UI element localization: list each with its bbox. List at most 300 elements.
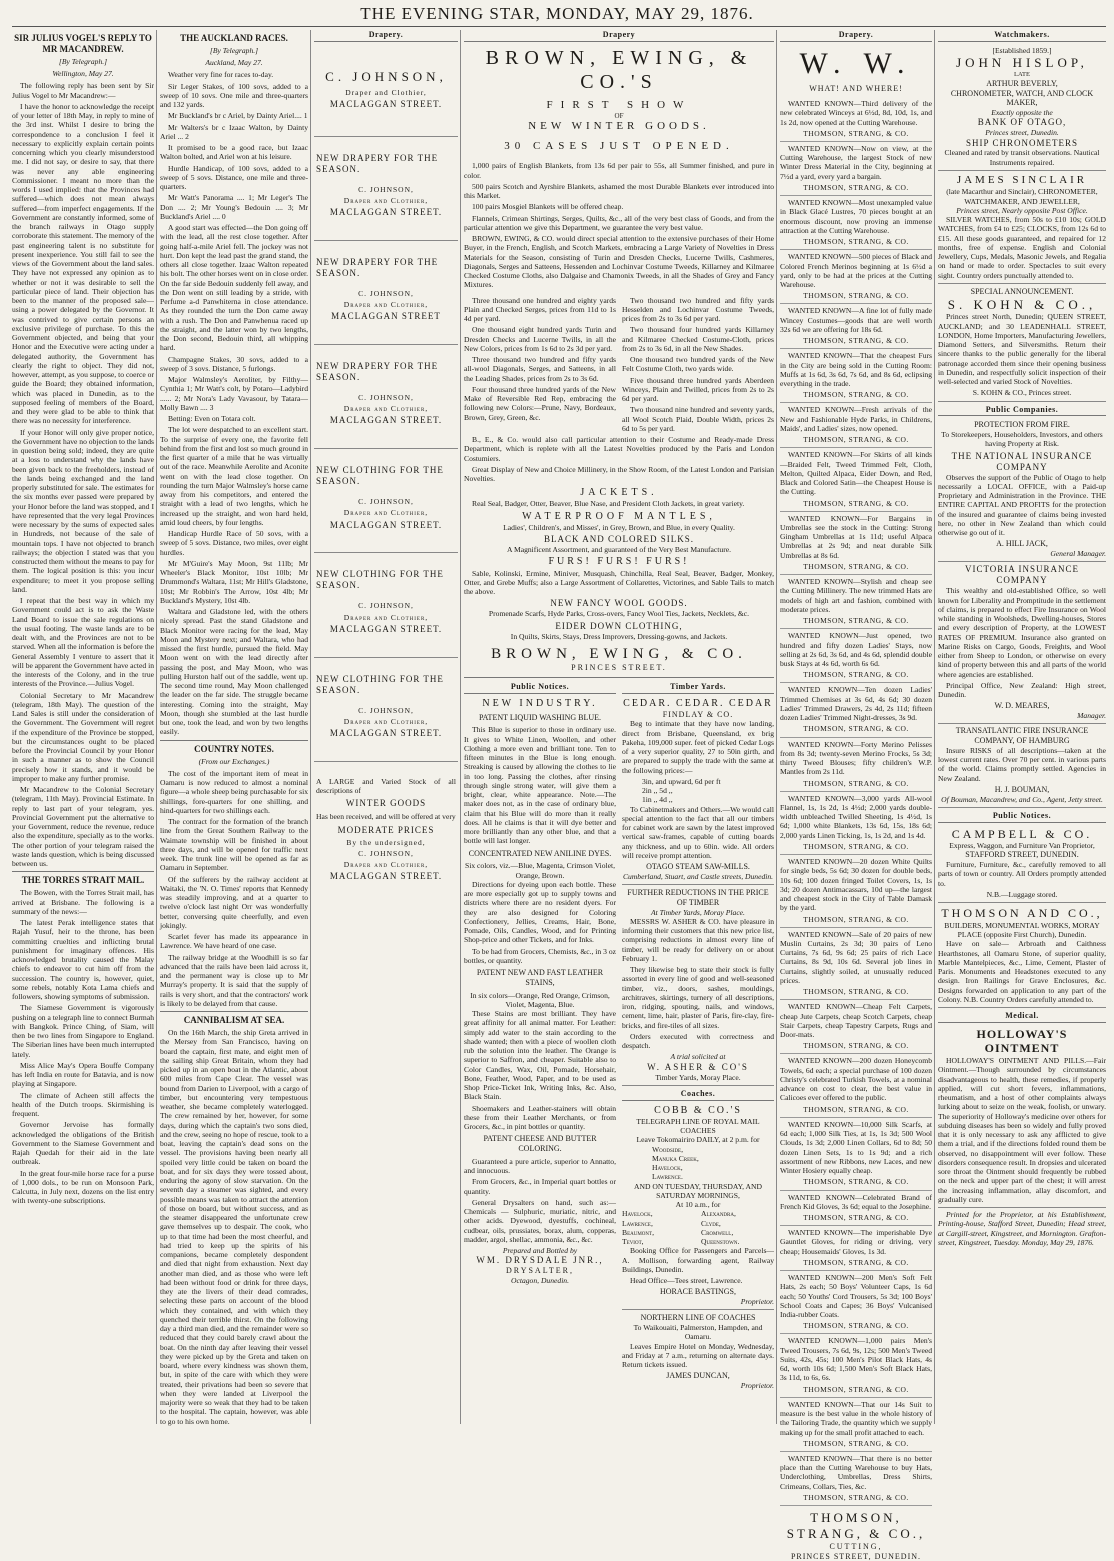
cedar-price: 2in ,, 5d ,, xyxy=(642,786,673,796)
ad-headline: NEW DRAPERY FOR THE SEASON. xyxy=(316,152,439,174)
wanted-known-text: WANTED KNOWN—That there is no better place than the Cutting Warehouse to buy Hats, Underclothing, Umbrellas, Dress Shirts, Crimeans, Collars, Ties, &c. xyxy=(780,1453,932,1491)
ad-intro: A LARGE and Varied Stock of all descriptions of xyxy=(316,776,456,796)
wanted-known-signature: THOMSON, STRANG, & CO. xyxy=(803,1321,909,1331)
wanted-known-text: WANTED KNOWN—Fresh arrivals of the New and Fashionable Hyde Parks, in Childrens, Maids', and Ladies' sizes, now opened. xyxy=(780,405,932,433)
column-3 xyxy=(314,30,458,1424)
ad-address: MACLAGGAN STREET. xyxy=(329,415,443,426)
sinclair-name: JAMES SINCLAIR xyxy=(956,173,1088,186)
wanted-known-text: WANTED KNOWN—That the cheapest Furs in the City are being sold in the Cutting Room: Muffs at 1s 6d, 3s 6d, 7s 6d, and 8s 6d, eclipsing everything in the trade. xyxy=(780,351,932,389)
wanted-known-item xyxy=(780,1191,932,1227)
special-announcement: SPECIAL ANNOUNCEMENT. xyxy=(970,286,1074,296)
wanted-known-text: WANTED KNOWN—That our 14s Suit to measure is the best value in the whole history of the Tailoring Trade, the quantity which we supply making up for the small profit attached to each. xyxy=(780,1399,932,1437)
ad-headline: NEW CLOTHING FOR THE SEASON. xyxy=(316,673,444,695)
hill-title: General Manager. xyxy=(938,549,1106,562)
northern-heading: NORTHERN LINE OF COACHES xyxy=(640,1313,756,1323)
sinclair-address: Princes street, Nearly opposite Post Office. xyxy=(956,205,1088,215)
ad-trade: Draper and Clothier, xyxy=(343,299,429,309)
ad-paragraph: Head Office—Tees street, Lawrence. xyxy=(630,1276,743,1286)
wanted-known-item xyxy=(780,403,932,448)
ad-paragraph: Guaranteed a pure article, superior to Annatto, and innocuous. xyxy=(464,1156,616,1176)
stain-heading: PATENT NEW AND FAST LEATHER STAINS, xyxy=(476,968,604,987)
ww-logo: W. W. xyxy=(799,46,913,80)
ad-paragraph: Orders executed with correctness and despatch. xyxy=(622,1031,774,1051)
dyes-sub: Six colors, viz.—Blue, Magenta, Crimson Violet, Orange, Brown. xyxy=(465,861,615,880)
wanted-known-item xyxy=(780,250,932,304)
ad-paragraph: To be had from Grocers, Chemists, &c., in 3 oz bottles, or quantity. xyxy=(464,946,616,965)
article-paragraph: The cost of the important item of meat in Oamaru is now reduced to almost a nominal figure—a whole sheep being purchasable for six shillings, fore-quarters for one shilling, and hind-quarters for two shillings each. xyxy=(160,768,308,815)
exactly-label: Exactly opposite the xyxy=(991,108,1053,118)
section-heading: Public Companies. xyxy=(938,405,1106,417)
holloway-heading: HOLLOWAY'S OINTMENT xyxy=(976,1026,1068,1056)
johnson-ad xyxy=(314,46,458,137)
article-paragraph: In the great four-mile horse race for a purse of 1,000 dols., to be run on Monsoon Park, Calcutta, in July next, dozens on the list entry with twenty-one subscriptions. xyxy=(12,1168,154,1206)
meares-name: W. D. MEARES, xyxy=(994,701,1050,711)
bastings-name: HORACE BASTINGS, xyxy=(659,1287,736,1297)
octagon-label: Octagon, Dunedin. xyxy=(511,1276,569,1286)
list-item: Three thousand one hundred and eighty yards Plain and Checked Serges, prices from 11d to 1s 4d per yard. xyxy=(464,295,616,324)
kohn-footer: S. KOHN & CO., Princes street. xyxy=(938,388,1106,401)
list-item: One thousand eight hundred yards Turin and Dresden Checks and Lucerne Twills, in all the New Colors, prices from 1s 6d to 2s 3d per yard. xyxy=(464,325,616,353)
town-item: Manuka Creek, xyxy=(652,1153,699,1163)
dyes-heading: CONCENTRATED NEW ANILINE DYES. xyxy=(468,848,612,858)
wanted-known-signature: THOMSON, STRANG, & CO. xyxy=(803,1213,909,1223)
industry-heading: NEW INDUSTRY. xyxy=(482,697,598,709)
town-item: Clyde, xyxy=(701,1218,721,1228)
masthead-rule xyxy=(12,26,1106,27)
sinclair-sub: (late Macarthur and Sinclair), CHRONOMETER, WATCHMAKER, AND JEWELLER, xyxy=(946,187,1098,206)
ad-paragraph: SILVER WATCHES, from 50s to £10 10s; GOLD WATCHES, from £4 to £25; CLOCKS, from 12s 6d to £15. All these goods guaranteed, and repaired for 12 months, free of expense. English and Colonial Jewellery, Cups, Medals, Masonic Jewels, and Regalia on hand or made to order. Spectacles to suit every sight. Country orders punctually attended to. xyxy=(938,215,1106,284)
ad-paragraph: Observes the support of the Public of Otago to help necessarily a LOCAL OFFICE, with a Paid-up Proprietary and Administration in the Province. THE ENTIRE CAPITAL AND PROFITS for the protection of the insured and guarantee of claims being invested here, no other in New Zealand than which could otherwise go out of it. xyxy=(938,472,1106,538)
campbell-sub: Express, Waggon, and Furniture Van Proprietor, xyxy=(949,841,1095,851)
town-list xyxy=(622,1209,774,1246)
cumberland-address: Cumberland, Stuart, and Castle streets, Dunedin. xyxy=(622,872,774,885)
chrono-label: CHRONOMETER, WATCH, AND CLOCK MAKER, xyxy=(950,88,1094,108)
transatlantic-heading: TRANSATLANTIC FIRE INSURANCE COMPANY, OF HAMBURG xyxy=(955,726,1089,746)
article-paragraph: Champagne Stakes, 30 sovs, added to a sweep of 3 sovs. Distance, 5 furlongs. xyxy=(160,354,308,373)
brown-ewing-footer: BROWN, EWING, & CO. xyxy=(491,645,747,662)
section-heading: Public Notices. xyxy=(464,682,616,694)
wanted-known-signature: THOMSON, STRANG, & CO. xyxy=(803,237,909,247)
ad-name: C. JOHNSON, xyxy=(358,848,414,858)
wanted-known-text: WANTED KNOWN—A fine lot of fully made Wincey Costumes—goods that are well worth 32s 6d we are offering for 18s 6d. xyxy=(780,306,932,334)
section-heading: Drapery xyxy=(464,30,774,42)
town-item: Woodside, xyxy=(652,1144,684,1154)
ad-paragraph: Shoemakers and Leather-stainers will obtain these from their Leather Merchants, or from Grocers, &c., in pint bottles or quantity. xyxy=(464,1103,616,1132)
winter-goods-ad xyxy=(314,762,458,890)
article-paragraph: Mr Watt's Panorama .... 1; Mr Leger's The Don .... 2; Mr Young's Bedouin .... 3; Mr Buckland's Ariel .... 0 xyxy=(160,193,308,221)
town-item: Teviot, xyxy=(622,1237,644,1247)
first-show: FIRST SHOW xyxy=(546,98,692,111)
vogel-dateline: Wellington, May 27. xyxy=(52,69,114,79)
races-byline: [By Telegraph.] xyxy=(209,45,259,55)
town-item: Havelock, xyxy=(622,1209,653,1219)
johnson-ad xyxy=(314,241,458,345)
list-item: Two thousand two hundred and fifty yards Hesselden and Lochinvar Costume Tweeds, prices from 2s to 3s 6d per yard. xyxy=(622,295,774,324)
ad-paragraph: General Drysalters on hand, such as:—Chemicals — Sulphuric, muriatic, nitric, and other acids. Dyewood, dyestuffs, cochineal, cudbear, oils, prussiates, borax, alum, copperas, madder, argol, shellac, ammonia, &c., &c. xyxy=(464,1197,616,1244)
stain-sub: In six colors—Orange, Red Orange, Crimson, Violet, Magenta, Blue. xyxy=(470,990,610,1009)
eider-heading: EIDER DOWN CLOTHING, xyxy=(555,620,683,631)
wanted-known-text: WANTED KNOWN—20 dozen White Quilts for single beds, 5s 6d; 30 dozen for double beds, 10s 6d; 100 dozen fringed Toilet Covers, 1s, 1s 3d; 20 dozen Antimacassars, 10d up—the largest and cheapest stock in the City of Table Damask by the yard. xyxy=(780,857,932,913)
article-paragraph: Sir Leger Stakes, of 100 sovs, added to a sweep of 10 sovs. One mile and three-quarters and 132 yards. xyxy=(160,81,308,110)
johnson-ad xyxy=(314,449,458,553)
ad-headline: NEW CLOTHING FOR THE SEASON. xyxy=(316,569,444,591)
wanted-known-signature: THOMSON, STRANG, & CO. xyxy=(803,291,909,301)
article-paragraph: Handicap Hurdle Race of 50 sovs, with a sweep of 5 sovs. Distance, two miles, over eight hurdles. xyxy=(160,529,308,557)
column-4 xyxy=(464,30,774,1424)
ad-by: By the undersigned, xyxy=(346,837,426,847)
ad-paragraph: B., E., & Co. would also call particular attention to their Costume and Ready-made Dress Department, which is replete with all the Latest Novelties produced by the Paris and London Costumiers. xyxy=(464,435,774,463)
ship-body: Cleaned and rated by transit observations. Nautical Instruments repaired. xyxy=(938,148,1106,171)
ad-trade: Draper and Clothier, xyxy=(343,404,429,414)
list-item: Two thousand nine hundred and seventy yards, all Wool Scotch Plaid, Double Width, prices 2s 6d to 5s per yard. xyxy=(622,405,774,433)
wanted-known-signature: THOMSON, STRANG, & CO. xyxy=(803,670,909,680)
article-paragraph: Betting: Even on Totara colt. xyxy=(168,414,256,424)
wanted-known-item xyxy=(780,629,932,683)
article-paragraph: Scarlet fever has made its appearance in Lawrence. We have heard of one case. xyxy=(160,932,308,951)
timber-coaches-column xyxy=(622,682,774,1391)
wanted-known-item xyxy=(780,1118,932,1191)
wanted-known-signature: THOMSON, STRANG, & CO. xyxy=(803,336,909,346)
wanted-known-signature: THOMSON, STRANG, & CO. xyxy=(803,390,909,400)
wanted-known-item xyxy=(780,855,932,928)
wanted-known-item xyxy=(780,304,932,349)
town-item: Lawrence. xyxy=(652,1172,683,1182)
tokomairiro-line: Leave Tokomairiro DAILY, at 2 p.m. for xyxy=(636,1135,760,1145)
country-notes-headline: COUNTRY NOTES. xyxy=(160,740,308,755)
ad-paragraph: MESSRS W. ASHER & CO. have pleasure in informing their customers that this new price list, comprising reductions in almost every line of timber, will be ready for delivery on or about February 1. xyxy=(622,916,774,963)
public-notices-column xyxy=(464,682,616,1391)
article-paragraph: I have the honor to acknowledge the receipt of your letter of 18th May, in reply to mine of the 3rd inst. Whilst I desire to bring the correspondence to a conclusion I feel it necessary to explicitly explain certain points concerning which you clearly misunderstood me. I did not say, or desire to say, that there was never any able engineering Commissioner. I meant no more than the words I used implied: that the Provinces had suffered—which does not mean always suffered—from imperfect engagements. If the Government are constantly informed, some of the branch railways in Otago supply corroborate this statement. The memory of the past engineering talent is no substitute for present inexperience. You still fail to see the views of the Government about the land sales. They have not expressed any opinion as to whether or not it was desirable to sell the particular piece of land. Their objection has been to the manner of the proposed sale—using a power delegated by the Governor. It was contrived to give certain persons an exclusive privilege of purchase. To this the Government objected, and being that your Honor and the Executive were acting under a delegated authority, the Government has clearly the right to object. They did not, however, attempt, as you suppose, to coerce or guide the Board; they obtained information, which was placed in Dunedin, as to the supposed feeling of members of the Board, and they were glad to be able to think that there was no necessity for interference. xyxy=(12,101,154,426)
findlay-name: FINDLAY & CO. xyxy=(662,709,734,719)
ad-paragraph: Directions for dyeing upon each bottle. These are more especially got up to supply towns and districts where there are no resident dyers. For they are also designed for Coloring Confectionery, Jellies, Creams, Hair, Bone, Pomade, Oils, Candles, Wood, and for Printing Shop-price and other Tickets, and for Inks. xyxy=(464,879,616,945)
ad-paragraph: This wealthy and old-established Office, so well known for Liberality and Promptitude in the settlement of claims, is prepared to effect Fire Insurance on Wool while standing in Woolsheds, Dwelling-houses, Stores and every description of Property, at the LOWEST RATES OF PREMIUM. Insurance also granted on Marine Risks on Cargo, Goods, Freights, and Wool either from Sheep to London, or otherwise on every kind of property between this and all parts of the world where agencies are established. xyxy=(938,586,1106,679)
ad-headline: NEW DRAPERY FOR THE SEASON. xyxy=(316,361,439,383)
section-heading: Timber Yards. xyxy=(622,682,774,694)
wanted-known-item xyxy=(780,1452,932,1506)
article-paragraph: The following reply has been sent by Sir Julius Vogel to Mr Macandrew:— xyxy=(12,81,154,100)
cobb-sub: TELEGRAPH LINE OF ROYAL MAIL COACHES xyxy=(636,1116,760,1136)
list-item: Three thousand two hundred and fifty yards all-wool Diagonals, Serges, and Satteens, in all the Leading Shades, prices from 2s to 3s 6d. xyxy=(464,355,616,383)
ad-paragraph: HOLLOWAY'S OINTMENT AND PILLS.—Fair Ointment.—Though surrounded by circumstances disadvantageous to health, these remedies, if properly applied, will cut short fevers, inflammations, rheumatism, and a host of other complaints always lurking about to seize on the weak, foolish, or unwary. The superiority of Holloway's medicine over others for subduing diseases has been so widely and fully proved that it is only necessary to ask any afflicted to give them a trial, and if the directions folded round them be observed, no disappointment will ever follow. These disorders consequence result. In dropsies and ulcerated sore throat the Ointment should frequently be rubbed on the neck and upper part of the chest; it will arrest the increasing inflammation, allay discomfort, and gradually cure. xyxy=(938,1056,1106,1208)
kohn-name: S. KOHN & CO., xyxy=(947,296,1097,312)
wanted-known-signature: THOMSON, STRANG, & CO. xyxy=(803,1041,909,1051)
ad-name: C. JOHNSON, xyxy=(358,288,414,298)
list-item: Five thousand three hundred yards Aberdeen Winceys, Plain and Twilled, prices from 2s to 2s 6d per yard. xyxy=(622,375,774,404)
wanted-known-signature: THOMSON, STRANG, & CO. xyxy=(803,616,909,626)
ad-paragraph: Great Display of New and Choice Millinery, in the Show Room, of the Latest London and Parisian Novelties. xyxy=(464,464,774,484)
wanted-known-text: WANTED KNOWN—The imperishable Dye Gauntlet Gloves, for riding or driving, very cheap; Housemaids' Gloves, 1s 3d. xyxy=(780,1228,932,1256)
wanted-known-item xyxy=(780,1226,932,1271)
wanted-known-text: WANTED KNOWN—200 Men's Soft Felt Hats, 2s each; 50 Boys' Volunteer Caps, 1s 6d each; 50 Youths' Cord Trousers, 5s 3d; 100 Boys' School Coats and Capes; 36 Boys' Vulcanised India-rubber Coats. xyxy=(780,1273,932,1320)
article-paragraph: The contract for the formation of the branch line from the Great Southern Railway to the Waimate township will be finished in about three days, and will be opened for traffic next week. The trunk line will be opened as far as Oamaru in September. xyxy=(160,817,308,873)
wanted-known-text: WANTED KNOWN—500 pieces of Black and Colored French Merinos beginning at 1s 6½d a yard, only to be had at the prices at the Cutting Warehouse. xyxy=(780,252,932,290)
ad-paragraph: Real Seal, Badger, Otter, Beaver, Blue Nase, and President Cloth Jackets, in great variety. xyxy=(472,499,745,509)
wanted-known-item xyxy=(780,1398,932,1452)
article-paragraph: Weather very fine for races to-day. xyxy=(168,70,274,80)
further-reductions: FURTHER REDUCTIONS IN THE PRICE OF TIMBER xyxy=(627,888,769,907)
list-item: Two thousand four hundred yards Killarney and Kilmaree Checked Costume-Cloth, prices from 2s to 3s 6d, in all the New Shades. xyxy=(622,325,774,353)
column-5 xyxy=(780,30,932,1561)
wanted-known-item xyxy=(780,142,932,196)
wanted-known-item xyxy=(780,1271,932,1334)
ship-heading: SHIP CHRONOMETERS xyxy=(966,137,1078,148)
brown-ewing-headline: BROWN, EWING, & CO.'S xyxy=(485,46,753,94)
victoria-heading: VICTORIA INSURANCE COMPANY xyxy=(964,564,1080,586)
ad-paragraph: Ladies', Children's, and Misses', in Grey, Brown, and Blue, in every Quality. xyxy=(503,522,735,532)
wanted-known-text: WANTED KNOWN—Third delivery of the new celebrated Winceys at 6½d, 8d, 10d, 1s, and 1s 2d, now opened at the Cutting Warehouse. xyxy=(780,99,932,127)
ad-paragraph: Beg to intimate that they have now landing, direct from Brisbane, Queensland, ex brig Pakeha, 109,000 super. feet of picked Cedar Logs of a very superior quality, 27 to 50in girth, and are prepared to supply the trade with the same at the following prices:— xyxy=(622,719,774,775)
article-paragraph: I repeat that the best way in which my Government could act is to ask the Waste Land Board to issue the sale regulations on the usual footing. The waste lands are to be dealt with, and the Provinces are not to be starved. When all the information is before the General Assembly I venture to assert that it will be apparent the Government have acted in the interests of the Colony, and in the true interests of the Province.—Julius Vogel. xyxy=(12,596,154,689)
ad-paragraph: Flannels, Crimean Shirtings, Serges, Quilts, &c., all of the very best class of Goods, and from the particular attention we give this Department, we guarantee the very best value. xyxy=(464,213,774,232)
ad-name: C. JOHNSON, xyxy=(358,393,414,403)
ad-trade: Draper and Clothier, xyxy=(343,859,429,869)
ad-paragraph: BROWN, EWING, & CO. would direct special attention to the extensive purchases of their Home Buyer, in the French, English, and Scotch Markets, embracing a Large Variety of Novelties in Dress Materials for the Season, consisting of Turin and Dresden Checks, Lucerne Twills, Cashmeres, Diagonals, Serges and Satteens, Hessenden and Lochinvar Costume Tweeds, Killarney and Kilmaree Checked Costume Cloths, also Dalgaise and Chamonix Tweeds, in all the Shades of Grey and Fancy Mixtures. xyxy=(464,234,774,290)
wanted-known-signature: THOMSON, STRANG, & CO. xyxy=(803,1384,909,1394)
wanted-known-item xyxy=(780,928,932,1001)
ad-paragraph: 100 pairs Mosgiel Blankets will be offered cheap. xyxy=(472,202,624,212)
ad-address: MACLAGGAN STREET. xyxy=(329,98,443,109)
silks-heading: BLACK AND COLORED SILKS. xyxy=(543,534,694,545)
wanted-known-signature: THOMSON, STRANG, & CO. xyxy=(803,1438,909,1448)
wanted-known-item xyxy=(780,448,932,511)
wanted-known-item xyxy=(780,575,932,629)
article-paragraph: The railway bridge at the Woodhill is so far advanced that the rails have been laid across it, and the permanent way is close up to Mr Murray's property. It is said that the supply of rails is very short, and that the contractors' work is likely to be delayed from that cause. xyxy=(160,952,308,1008)
section-heading: Watchmakers. xyxy=(938,30,1106,42)
vogel-headline: SIR JULIUS VOGEL'S REPLY TO MR MACANDREW. xyxy=(14,33,152,54)
wanted-known-text: WANTED KNOWN—For Bargains in Umbrellas see the stock in the Cutting: Strong Gingham Umbrellas at 1s 11d; useful Alpaca Umbrellas at 2s 9d; and neat durable Silk Umbrellas at 8s 6d. xyxy=(780,513,932,560)
of-label: OF xyxy=(614,111,624,120)
article-paragraph: Mr Macandrew to the Colonial Secretary (telegram, 11th May). Provincial Estimate. In reply to last part of your telegram, yes. Provincial Government put the alternative to your Government, reduce the revenue, reduce also the expenditure, specially as to the works. The other portion of your telegram raised the waste lands question, which is being discussed between us. xyxy=(12,785,154,869)
town-item: Havelock, xyxy=(652,1163,683,1173)
furs-heading: FURS! FURS! FURS! xyxy=(548,556,690,568)
section-heading: Public Notices. xyxy=(938,811,1106,823)
wanted-known-signature: THOMSON, STRANG, & CO. xyxy=(803,841,909,851)
wanted-known-text: WANTED KNOWN—Just opened, two hundred and fifty dozen Ladies' Stays, now selling at 2s 6d, 3s 6d, and 4s 6d, splendid double busk Stays at 4s 6d, worth 6s 6d. xyxy=(780,631,932,668)
town-item: Beaumont, xyxy=(622,1227,654,1237)
ad-body: Has been received, and will be offered at very xyxy=(316,812,456,822)
johnson-ad xyxy=(314,137,458,241)
wanted-known-item xyxy=(780,792,932,855)
ad-paragraph: Leaves Empire Hotel on Monday, Wednesday, and Friday at 7 a.m., returning on alternate days. Return tickets issued. xyxy=(622,1341,774,1370)
prepared-by: Prepared and Bottled by xyxy=(502,1246,578,1256)
ad-name: C. JOHNSON, xyxy=(358,601,414,611)
cedar-price: 1in ,, 4d ,, xyxy=(642,795,673,805)
wanted-known-signature: THOMSON, STRANG, & CO. xyxy=(803,914,909,924)
article-paragraph: The latest Perak intelligence states that Rajah Yusuf, heir to the throne, has been committing cruelties and inflicting brutal punishment for imaginary offences. His acknowledged brutality caused the Malay chiefs to endeavor to cut him off from the succession. The country is, however, quiet, some rebels, notably Kota Lama chiefs and followers, showing symptoms of submission. xyxy=(12,918,154,1002)
column-6 xyxy=(938,30,1106,1424)
late-label: LATE xyxy=(1014,70,1030,78)
johnson-ad xyxy=(314,553,458,657)
ad-address: MACLAGGAN STREET. xyxy=(329,727,443,738)
at10-line: At 10 a.m., for xyxy=(675,1200,721,1210)
column-1 xyxy=(12,30,154,1424)
mantles-heading: WATERPROOF MANTLES, xyxy=(522,510,716,522)
article-paragraph: Governor Jervoise has formally acknowledged the obligations of the British Government to the Siamese Government and Rajah Quedah for their aid in the late outbreak. xyxy=(12,1120,154,1167)
article-paragraph: Colonial Secretary to Mr Macandrew (telegram, 18th May). The question of the Land Sales is still under the consideration of the Government. The Government will regret if the expenditure of the Province be stopped, but the circumstances ought to be placed before the Provincial Council by your Honor in such a manner as to show the Council precisely how it stands, and it would be improper to make any further promise. xyxy=(12,690,154,783)
tuesday-line: AND ON TUESDAY, THURSDAY, AND SATURDAY MORNINGS, xyxy=(634,1181,762,1200)
national-heading: THE NATIONAL INSURANCE COMPANY xyxy=(951,450,1093,472)
section-heading: Drapery. xyxy=(314,30,458,42)
ad-paragraph: Sable, Kolinski, Ermine, Miniver, Musquash, Chinchilla, Real Seal, Beaver, Badger, Monkey, Otter, and Grebe Muffs; also a Large Assortment of Collarettes, Victorines, and Sable Tails to match the above. xyxy=(464,568,774,597)
duncan-name: JAMES DUNCAN, xyxy=(666,1371,730,1381)
ad-address: MACLAGGAN STREET. xyxy=(329,870,443,881)
drysdale-name: WM. DRYSDALE JNR., xyxy=(476,1255,604,1266)
fire-body: To Storekeepers, Householders, Investors, and others having Property at Risk. xyxy=(941,430,1103,449)
country-notes-sub: (From our Exchanges.) xyxy=(198,756,270,766)
thomson-name: THOMSON AND CO., xyxy=(941,906,1103,921)
section-heading: Drapery. xyxy=(780,30,932,42)
cannibalism-headline: CANNIBALISM AT SEA. xyxy=(160,1011,308,1026)
article-paragraph: Waltara and Gladstone led, with the others nicely spread. Past the stand Gladstone and Black Monitor were racing for the lead, May Moon and Mystery next; and Waltara, who had missed the first hurdle, pursued the field. May Moon went on with the lead directly after passing the post, and May Moon, who was pulling Hurston half out of the saddle, went up. The second time round, May Moon challenged the leader on the far side. The struggle became interesting. Coming into the straight, May Moon, though she stumbled at the last hurdle but one, took the lead, and won by two lengths easily. xyxy=(160,607,308,737)
wanted-known-signature: THOMSON, STRANG, & CO. xyxy=(803,128,909,138)
article-paragraph: Major Walmsley's Aeroliter, by Filthy—Cynthia 1; Mr Watt's colt, by Potaro—Ladybird ...... 2; Mr Nora's Lady Vavasour, by Tatara—Molly Bawn .... 3 xyxy=(160,375,308,412)
ad-paragraph: This Blue is superior to those in ordinary use. It gives to White Linen, Woollen, and other Clothing a more even and brilliant tone. Ten to fifteen minutes in the Blue is long enough. Streaking is caused by allowing the clothes to lie in too long. Passing the clothes, after rinsing through single strong water, will give them a bright, clear, white appearance. Note.—The maker does not, as in the case of ordinary blue, claim that his Blue will do more than it really does. All he claims is that it will dye better and more brilliantly than any other blue, and that a bottle will last longer. xyxy=(464,725,616,846)
bouman-sub: Of Bouman, Macandrew, and Co., Agent, Jetty street. xyxy=(938,795,1106,808)
printer-imprint: Printed for the Proprietor, at his Establishment, Printing-house, Stafford Street, Dunedin; Head street, at Cargill-street, Kingstreet, and Mornington. Grafton-street, Kingstreet, Tuesday. Monday, May 29, 1876. xyxy=(938,1210,1106,1247)
wanted-known-signature: THOMSON, STRANG, & CO. xyxy=(803,724,909,734)
wanted-known-text: WANTED KNOWN—3,000 yards All-wool Flannel, 1s, 1s 2d, 1s 4½d; 2,000 yards double-width unbleached Twilled Sheeting, 1s 4½d, 1s 6d; 1,000 white Blankets, 13s 6d, 15s, 18s 6d; 2,000 yards Linen Ticking, 1s, 1s 2d, and 1s 4d. xyxy=(780,793,932,840)
ad-paragraph: Princes street North, Dunedin; QUEEN STREET, AUCKLAND; and 30 LEADENHALL STREET, LONDON, Home Importers, Manufacturing Jewellers, Diamond Setters, and Silversmiths. Return their sincere thanks to the public generally for the liberal patronage accorded them since their opening business in Dunedin, and respectfully solicit inspection of their well-selected and varied Stock of Novelties. xyxy=(938,312,1106,387)
new-winter: NEW WINTER GOODS. xyxy=(528,120,710,133)
cutting-label: CUTTING, xyxy=(829,1541,883,1551)
thomson-sub: BUILDERS, MONUMENTAL WORKS, MORAY PLACE (opposite First Church), Dunedin. xyxy=(944,920,1100,940)
article-paragraph: On the 16th March, the ship Greta arrived in the Mersey from San Francisco, having on board the captain, first mate, and eight men of the sailing ship Great Britain, whom they had picked up in an open boat in the Atlantic, about 600 miles from Cape Clear. The vessel was bound from Darien to Liverpool, with a cargo of timber, but encountering very tempestuous weather, she became completely waterlogged. The crew remained by her, however, for some days, during which the captain's two sons died, and the crew, seeing no hope of rescue, took to a boat, leaving the captain's dead sons on the vessel. The provisions having been nearly all spoiled very little could be taken on board the boat, and for six days they were tossed about, enduring the agony of slow starvation. On the seventh day a steamer was sighted, and every possible means was taken to attract the attention of those on board, but without success, and as the steamer disappeared the unfortunate crew gave themselves up to despair. The cook, who up to that time had been the most cheerful, and had tried to keep up the spirits of his companions, became completely despondent and died that night from exhaustion. Next day another man died, and as those who were left had been without food or drink for three days, they ate the livers of their dead comrades, selecting these parts on account of the blood which they contained, and with which they quenched their terrible thirst. On the following day a third man died, and the remainder were so reduced that they could barely crawl about the boat. On the ninth day after leaving their vessel they were picked up by the Greta and taken on board, where every kindness was shown them, but, in spite of the care with which they were treated, their privations had been so severe that when they were landed at Liverpool the majority were so weak that they had to be taken to the hospital. The captain, however, was able to go to his own home. xyxy=(160,1028,308,1426)
lower-notices xyxy=(464,682,774,1391)
races-headline: THE AUCKLAND RACES. xyxy=(180,33,288,43)
wanted-known-signature: THOMSON, STRANG, & CO. xyxy=(803,182,909,192)
ad-name: C. JOHNSON, xyxy=(358,705,414,715)
wanted-known-item xyxy=(780,738,932,792)
section-heading: Medical. xyxy=(938,1011,1106,1023)
town-item: Cromwell, xyxy=(701,1227,734,1237)
ad-paragraph: From Grocers, &c., in Imperial quart bottles or quantity. xyxy=(464,1177,616,1196)
article-paragraph: The Siamese Government is vigorously pushing on a telegraph line to connect Burmah with Bangkok. Prince Ching, of Siam, will then be two lines from Singapore to England. The Siberian lines have been much interrupted lately. xyxy=(12,1003,154,1059)
princes-street-dunedin: PRINCES STREET, DUNEDIN. xyxy=(790,1551,922,1561)
town-item: Alexandra, xyxy=(701,1209,736,1219)
wanted-known-text: WANTED KNOWN—Sale of 20 pairs of new Muslin Curtains, 2s 3d; 30 pairs of Leno Curtains, 7s 6d, 9s 6d; 25 pairs of rich Lace Curtains, 8s 9d, 10s 6d. Several job lines in Curtains, slightly soiled, at unusually reduced prices. xyxy=(780,929,932,985)
ad-paragraph: Booking Office for Passengers and Parcels—A. Mollison, forwarding agent, Railway Buildings, Dunedin. xyxy=(622,1246,774,1274)
wanted-known-item xyxy=(780,1000,932,1054)
ad-paragraph: These Stains are most brilliant. They have great affinity for all animal matter. For Leather: simply add water to the stain according to the shade wanted; then with a piece of woollen cloth rub the solution into the leather. The Orange is superior to Saffron, and cheaper. Suitable also to Color Candles, Wax, Oil, Pomade, Horsehair, Bone, Feather, Wood, Paper, and to be used as Shop Price-Ticket Ink, Writing Inks, &c. Also, Black Stain. xyxy=(464,1009,616,1102)
ad-goods: WINTER GOODS xyxy=(345,798,427,809)
ad-paragraph: Insure RISKS of all descriptions—taken at the lowest current rates. Over 70 per cent. in various parts of the world. Claims promptly settled. Agencies in New Zealand. xyxy=(938,745,1106,783)
cases-opened: 30 CASES JUST OPENED. xyxy=(504,139,734,152)
article-paragraph: It promised to be a good race, but Izaac Walton bolted, and Ariel won at his leisure. xyxy=(160,143,308,162)
campbell-address: STAFFORD STREET, DUNEDIN. xyxy=(965,850,1079,860)
wanted-known-item xyxy=(780,349,932,403)
ad-name: C. JOHNSON, xyxy=(358,184,414,194)
wanted-known-item xyxy=(780,1334,932,1397)
campbell-foot: N.B.—Luggage stored. xyxy=(938,890,1106,903)
wool-heading: NEW FANCY WOOL GOODS. xyxy=(550,598,688,609)
ad-headline: NEW CLOTHING FOR THE SEASON. xyxy=(316,465,444,487)
beverly-name: ARTHUR BEVERLY, xyxy=(986,78,1058,88)
wanted-known-text: WANTED KNOWN—Stylish and cheap see the Cutting Millinery. The new trimmed Hats are models of high art and fashion, combined with moderate prices. xyxy=(780,577,932,614)
wanted-known-text: WANTED KNOWN—Celebrated Brand of French Kid Gloves, 3s 6d; equal to the Josephine. xyxy=(780,1192,932,1211)
article-paragraph: Hurdle Handicap, of 100 sovs, added to a sweep of 5 sovs. Distance, one mile and three-quarters. xyxy=(160,163,308,192)
ad-paragraph: To Cabinetmakers and Others.—We would call special attention to the fact that all our timbers for cabinet work are sawn by the latest improved vertical saw-frames, capable of cutting boards any thickness, and up to 60in. wide. All orders will receive prompt attention. xyxy=(622,804,774,860)
hill-name: A. HILL JACK, xyxy=(996,539,1048,549)
bouman-name: H. J. BOUMAN, xyxy=(994,784,1050,794)
drysalter-label: DRYSALTER, xyxy=(506,1266,574,1276)
ad-headline: NEW DRAPERY FOR THE SEASON. xyxy=(316,256,439,278)
wanted-known-text: WANTED KNOWN—10,000 Silk Scarfs, at 6d each; 1,000 Silk Ties, at 1s, 1s 3d; 500 Wool Clouds, 1s 3d; 2,000 Linen Collars, 6d to 8d; 50 dozen Linen Sets, 1s to 1s 9d; and a rich assortment of new Ribbons, new Laces, and new Winter Hosiery equally cheap. xyxy=(780,1119,932,1176)
hislop-name: JOHN HISLOP, xyxy=(956,55,1088,70)
wanted-known-signature: THOMSON, STRANG, & CO. xyxy=(803,1257,909,1267)
wanted-known-signature: THOMSON, STRANG, & CO. xyxy=(803,498,909,508)
town-item: Queenstown. xyxy=(701,1237,740,1247)
wanted-known-signature: THOMSON, STRANG, & CO. xyxy=(803,435,909,445)
wanted-known-signature: THOMSON, STRANG, & CO. xyxy=(803,1104,909,1114)
cheese-heading: PATENT CHEESE AND BUTTER COLORING. xyxy=(483,1134,597,1154)
ad-name: C. JOHNSON, xyxy=(358,497,414,507)
ad-paragraph: Furniture, Furniture, &c., carefully removed to all parts of town or country. All Orders promptly attended to. xyxy=(938,860,1106,888)
article-paragraph: Mr M'Guire's May Moon, 9st 11lb; Mr Wheeler's Black Monitor, 10st 10lb; Mr Drummond's Waltara, 11st; Mr Hill's Gladstone, 10st; Mr Robbin's The Arrow, 10st 4lb; Mr Buckland's Mystery, 10st 4lb. xyxy=(160,558,308,605)
wanted-known-signature: THOMSON, STRANG, & CO. xyxy=(803,778,909,788)
wanted-known-list xyxy=(780,97,932,1506)
cedar-heading: CEDAR. CEDAR. CEDAR xyxy=(623,697,773,709)
ad-paragraph: 500 pairs Scotch and Ayrshire Blankets, ashamed the most Durable Blankets ever introduced into this Market. xyxy=(464,181,774,201)
asher-name: W. ASHER & CO'S xyxy=(647,1061,749,1072)
article-paragraph: The climate of Acheen still affects the health of the Dutch troops. Skirmishing is frequent. xyxy=(12,1090,154,1119)
johnson-ad xyxy=(314,658,458,762)
races-dateline: Auckland, May 27. xyxy=(205,58,263,68)
wanted-known-signature: THOMSON, STRANG, & CO. xyxy=(803,1492,909,1502)
wanted-known-text: WANTED KNOWN—1,000 pairs Men's Tweed Trousers, 7s 6d, 9s, 12s; 500 Men's Tweed Suits, 42s, 45s; 100 Men's Pilot Black Hats, 4s 6d, worth 10s 6d; 1,500 Men's Soft Black Hats, 3s 11d, to 6s, 6s. xyxy=(780,1336,932,1383)
article-paragraph: Miss Alice May's Opera Bouffe Company has left India en route for Batavia, and is now playing at Singapore. xyxy=(12,1060,154,1089)
article-paragraph: A good start was effected—the Don going off with the lead, all the rest close together. After going half-a-mile Ariel fell. The jockey was not hurt. Don kept the lead past the grand stand, the others all close together. Izaac Walton repeated his bolt. The other horses went on in close order. On the far side Bedouin suddenly fell away, and the Don went on still leading by a stride, with Perfume a-d Panwhiterna in close attendance. As they rounded the turn the Don came away with a rush. The Don and Panwhenua raced up the straight, and the latter won by two lengths, the Don second, Bedouin third, all whipping hard. xyxy=(160,223,308,353)
campbell-name: CAMPBELL & CO. xyxy=(951,826,1093,841)
wanted-known-signature: THOMSON, STRANG, & CO. xyxy=(803,561,909,571)
wanted-known-item xyxy=(780,1054,932,1117)
cobb-heading: COBB & CO.'S xyxy=(654,1104,742,1116)
ad-paragraph: They likewise beg to state their stock is fully assorted in every line of good and well-seasoned timber, viz., doors, sashes, mouldings, architraves, skirtings, turnery of all descriptions, iron, ridging, spouting, nails, and windows, cement, lime, hair, plaster of Paris, fire-clay, fire-bricks, and fire-tiles of all sizes. xyxy=(622,965,774,1030)
further-sub: At Timber Yards, Moray Place. xyxy=(651,907,745,917)
article-paragraph: Mr Walters's br c Izaac Walton, by Dainty Ariel ... 2 xyxy=(160,122,308,141)
ad-paragraph: 1,000 pairs of English Blankets, from 13s 6d per pair to 55s, all Summer finished, and pure in color. xyxy=(464,161,774,180)
ad-prices: MODERATE PRICES xyxy=(337,824,435,835)
ad-address: MACLAGGAN STREET. xyxy=(329,623,443,634)
wanted-known-item xyxy=(780,97,932,142)
list-item: Four thousand three hundred yards of the New Make of Reversible Red Rep, embracing the following new Colors:—Prune, Navy, Bordeaux, Brown, Grey, Green, &c. xyxy=(464,384,616,422)
ad-address: MACLAGGAN STREET xyxy=(331,311,441,322)
ad-paragraph: In Quilts, Skirts, Stays, Dress Improvers, Dressing-gowns, and Jackets. xyxy=(510,631,728,641)
article-paragraph: The Bowen, with the Torres Strait mail, has arrived at Brisbane. The following is a summary of the news:— xyxy=(12,888,154,916)
town-item: Lawrence, xyxy=(622,1218,653,1228)
list-item: One thousand two hundred yards of the New Felt Costume Cloth, two yards wide. xyxy=(622,355,774,374)
ad-name: C. JOHNSON, xyxy=(325,68,447,84)
princes-street: PRINCES STREET. xyxy=(464,663,774,678)
wanted-known-text: WANTED KNOWN—200 dozen Honeycomb Towels, 6d each; a special purchase of 100 dozen Christy's celebrated Turkish Towels, at a nominal advance on cost to clear, the best value in Calicoes ever offered to the public. xyxy=(780,1056,932,1103)
article-paragraph: Of the sufferers by the railway accident at Waitaki, the 'N. O. Times' reports that Kennedy was steadily improving, and at a quarter to twelve o'clock last night Orr was wonderfully better, conversing quite cheerfully, and even jokingly. xyxy=(160,874,308,930)
princes-label: Princes street, Dunedin. xyxy=(985,128,1059,138)
article-paragraph: If your Honor will only give proper notice, the Government have no objection to the lands in question being sold; indeed, they are quite at a loss to understand why the lands have been given back to the freeholders, instead of the lands being exchanged and the land properly substituted for sale. The estimates for the six months ever passed were prepared by your Honor before the land was stopped, and I have represented that the very legal Provinces were necessary by the sums of expected sales in Hundreds, not because of the sale of mountain tops. I have not objected to branch railways; the objection I stated was that you constructed them without the means to pay for them. The logical position is this: you incur expenditure; to meet it you propose selling land. xyxy=(12,427,154,594)
bank-label: BANK OF OTAGO, xyxy=(977,117,1067,128)
wanted-known-text: WANTED KNOWN—Forty Merino Pelisses from 8s 3d; twenty-seven Merino Frocks, 5s 3d; thirty Tweed Blouses; fifty children's W.P. Mantles from 2s 11d. xyxy=(780,739,932,777)
johnson-ad xyxy=(314,345,458,449)
wanted-known-signature: THOMSON, STRANG, & CO. xyxy=(803,1177,909,1187)
ad-paragraph: A Magnificent Assortment, and guaranteed of the Very Best Manufacture. xyxy=(506,545,732,555)
blue-heading: PATENT LIQUID WASHING BLUE. xyxy=(478,712,602,722)
ad-address: MACLAGGAN STREET. xyxy=(329,206,443,217)
ad-paragraph: Have on sale— Arbroath and Caithness Hearthstones, all Oamaru Stone, of superior quality, Marble Mantelpieces, &c., Lime, Cement, Plaster of Paris. Monuments and Headstones executed to any design. Iron Railings for Grave Enclosures, &c. Designs forwarded on application to any part of the Colony. N.B. Country Orders carefully attended to. xyxy=(938,939,1106,1008)
wanted-known-item xyxy=(780,512,932,575)
trial-solicited: A trial solicited at xyxy=(670,1052,726,1062)
what-where: WHAT! AND WHERE! xyxy=(809,84,903,94)
wanted-known-text: WANTED KNOWN—Ten dozen Ladies' Trimmed Chemises at 3s 6d, 4s 6d; 30 dozen Ladies' Trimmed Drawers, 2s 4d, 2s 11d; fifteen dozen Ladies' Trimmed Night-dresses, 3s 9d. xyxy=(780,685,932,723)
asher-address: Timber Yards, Moray Place. xyxy=(622,1073,774,1086)
wanted-known-text: WANTED KNOWN—Most unexampled value in Black Glacé Lustres, 70 pieces bought at an enormous discount, now proving an immense attraction at the Cutting Warehouse. xyxy=(780,198,932,235)
